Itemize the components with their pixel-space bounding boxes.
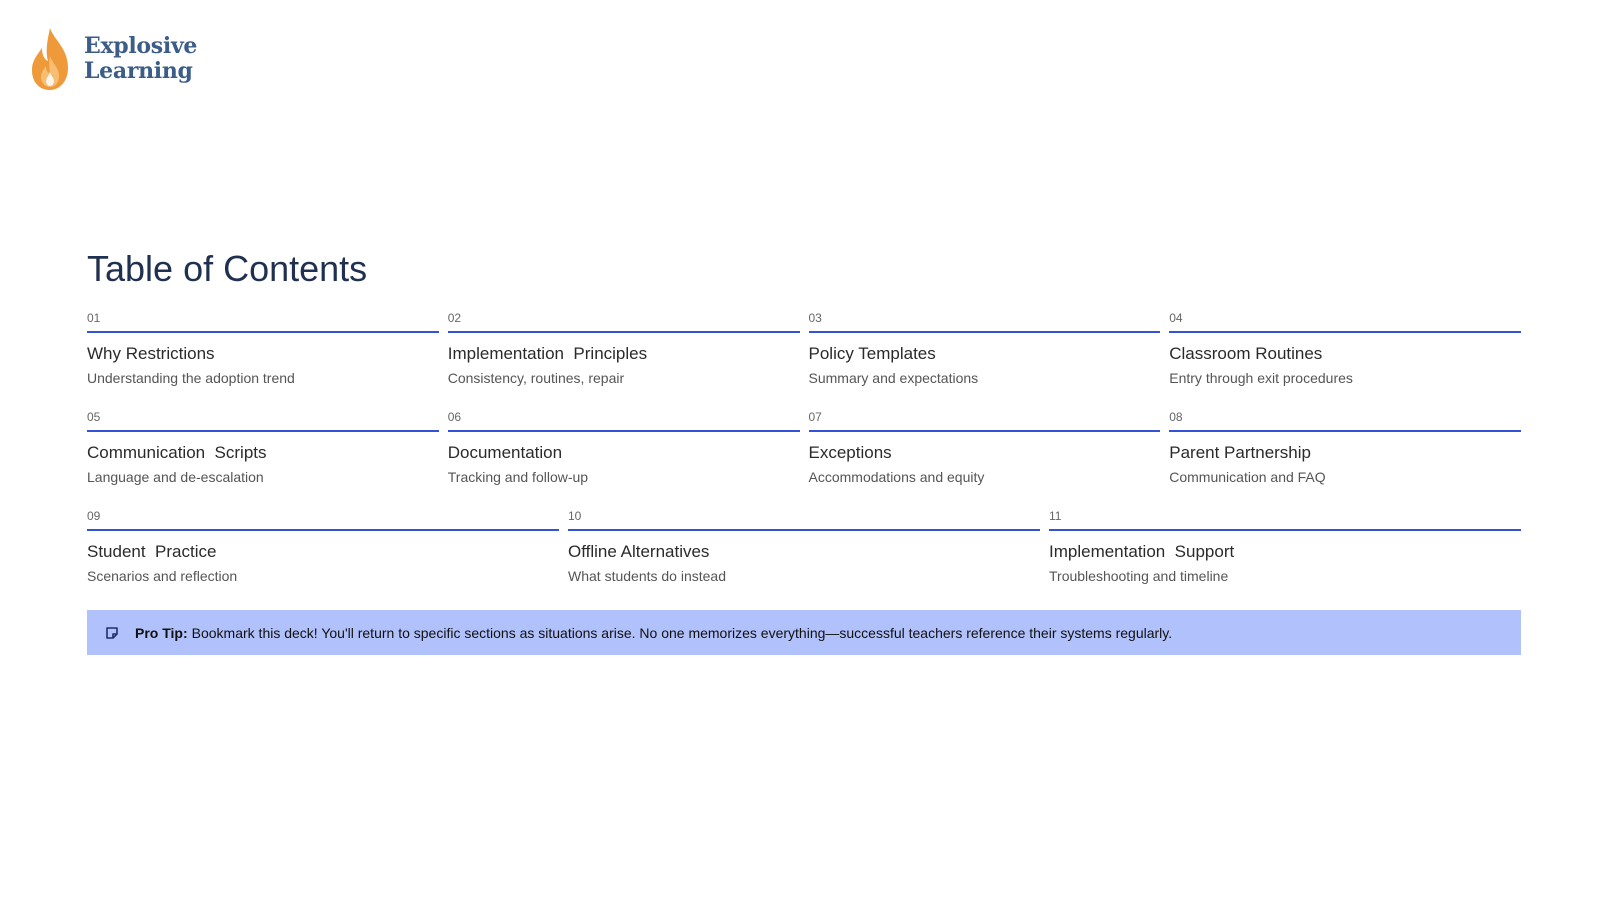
toc-title: Offline Alternatives [568, 542, 710, 561]
toc-title: Parent Partnership [1169, 443, 1311, 462]
pro-tip-label: Pro Tip: [135, 624, 188, 641]
toc-subtitle: Summary and expectations [808, 370, 979, 386]
toc-subtitle: Communication and FAQ [1169, 469, 1326, 485]
toc-item-05[interactable] [87, 410, 439, 486]
pro-tip-banner [87, 610, 1521, 655]
flame-icon [28, 26, 72, 92]
toc-subtitle: Consistency, routines, repair [447, 370, 625, 386]
toc-title: Student Practice [87, 542, 217, 561]
toc-subtitle: Language and de-escalation [87, 469, 264, 485]
toc-item-02[interactable] [448, 311, 800, 387]
toc-number: 04 [1169, 311, 1521, 333]
page-title: Table of Contents [87, 248, 368, 289]
toc-row-1 [87, 311, 1521, 387]
brand-name [84, 34, 197, 84]
toc-title: Why Restrictions [87, 344, 215, 363]
toc-title: Exceptions [808, 443, 892, 462]
toc-title: Implementation Support [1049, 542, 1235, 561]
toc-number: 06 [448, 410, 800, 432]
toc-subtitle: Entry through exit procedures [1169, 370, 1353, 386]
toc-number: 07 [809, 410, 1161, 432]
brand-logo [28, 26, 197, 92]
toc-item-10[interactable] [568, 509, 1040, 585]
toc-item-01[interactable] [87, 311, 439, 387]
toc-subtitle: Understanding the adoption trend [87, 370, 295, 386]
toc-subtitle: Tracking and follow-up [447, 469, 589, 485]
toc-item-08[interactable] [1169, 410, 1521, 486]
toc-number: 05 [87, 410, 439, 432]
toc-number: 11 [1049, 509, 1521, 531]
toc-number: 08 [1169, 410, 1521, 432]
brand-line-2: Learning [84, 58, 193, 84]
toc-title: Documentation [447, 443, 563, 462]
toc-subtitle: What students do instead [568, 568, 726, 584]
toc-title: Classroom Routines [1169, 344, 1323, 363]
toc-title: Policy Templates [808, 344, 936, 363]
toc-subtitle: Scenarios and reflection [87, 568, 238, 584]
toc-row-2 [87, 410, 1521, 486]
toc-title: Implementation Principles [447, 344, 648, 363]
toc-item-03[interactable] [809, 311, 1161, 387]
toc-item-06[interactable] [448, 410, 800, 486]
toc-number: 10 [568, 509, 1040, 531]
toc-item-07[interactable] [809, 410, 1161, 486]
toc-item-09[interactable] [87, 509, 559, 585]
toc-title: Communication Scripts [87, 443, 267, 462]
sticky-note-icon [104, 625, 120, 641]
brand-line-1: Explosive [84, 33, 198, 59]
toc-subtitle: Troubleshooting and timeline [1049, 568, 1229, 584]
toc-subtitle: Accommodations and equity [808, 469, 985, 485]
toc-number: 02 [448, 311, 800, 333]
toc-number: 09 [87, 509, 559, 531]
toc-number: 01 [87, 311, 439, 333]
toc-item-04[interactable] [1169, 311, 1521, 387]
toc-row-3 [87, 509, 1521, 585]
toc-item-11[interactable] [1049, 509, 1521, 585]
toc-number: 03 [809, 311, 1161, 333]
pro-tip-text: Bookmark this deck! You'll return to specific sections as situations arise. No one memorizes everything—successful teachers reference their systems regularly. [191, 624, 1173, 641]
